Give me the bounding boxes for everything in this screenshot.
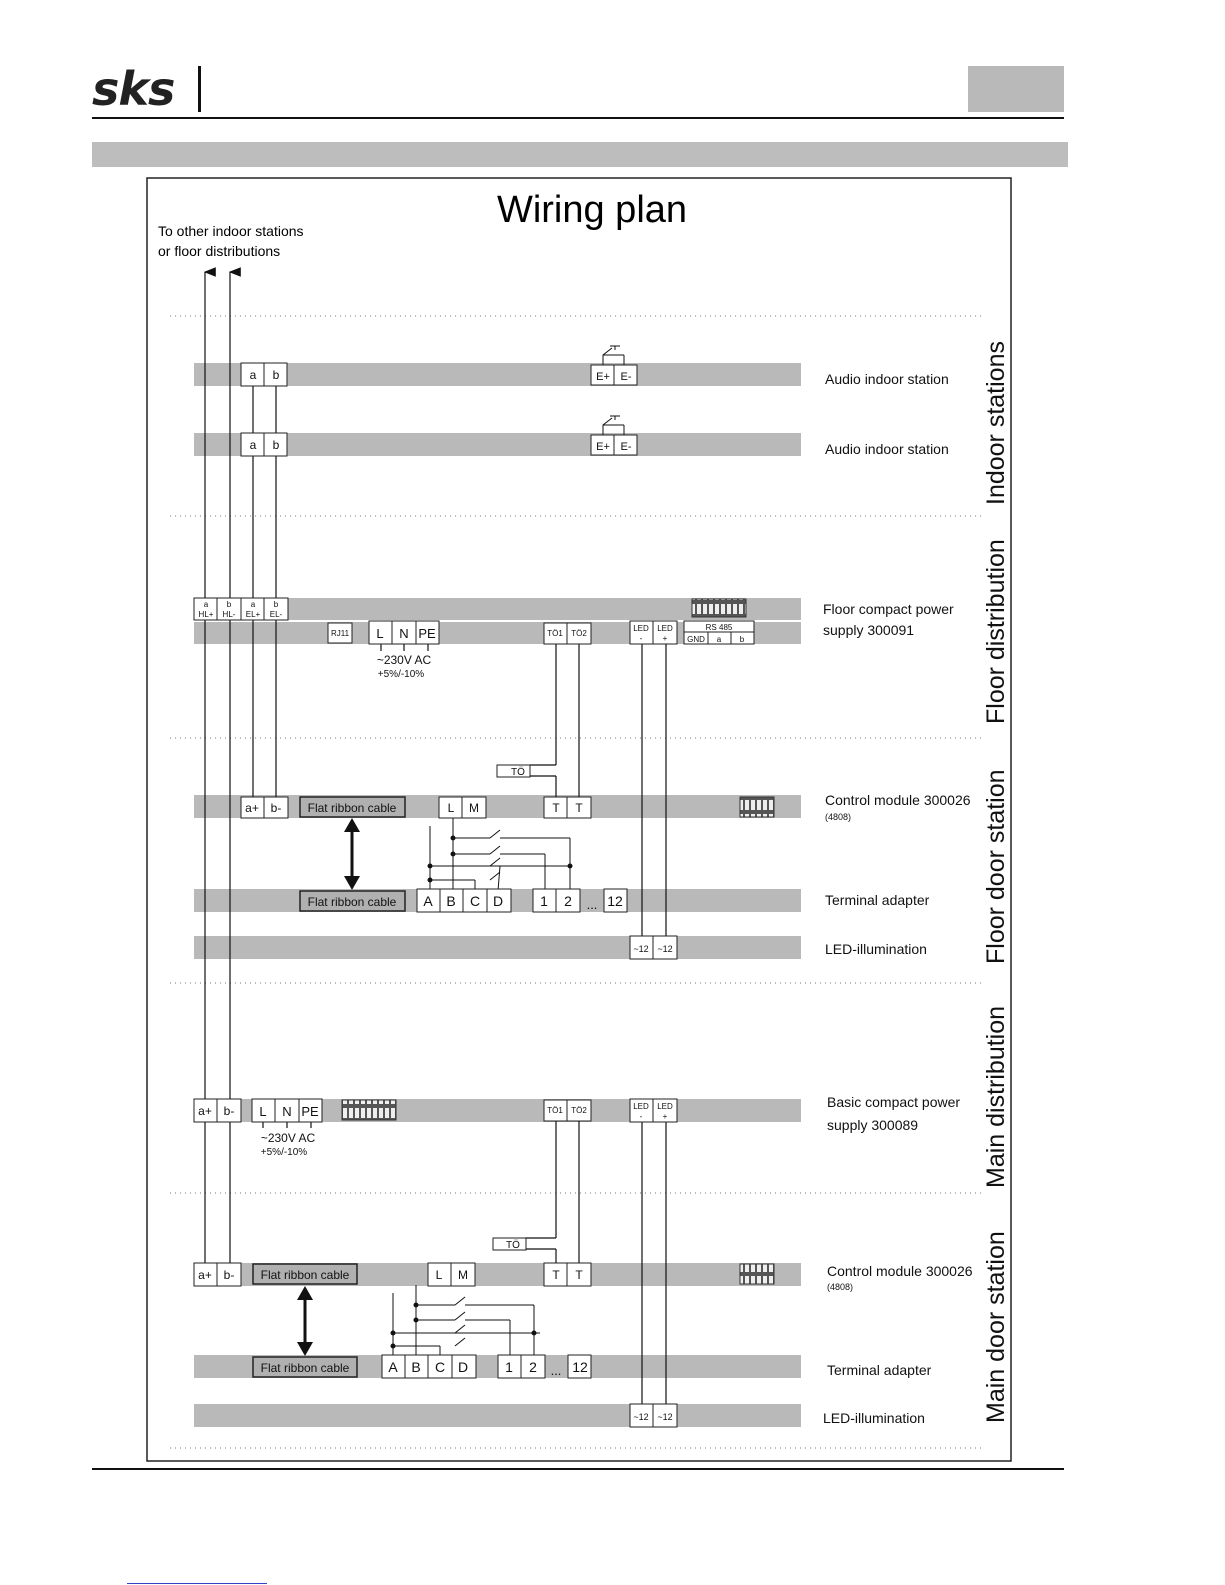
section-main-door-station: Main door station <box>982 1231 1010 1423</box>
term-B-floor: B <box>446 893 456 909</box>
term-ac12a-floor: ~12 <box>633 944 649 954</box>
row-label-main-ps-1: Basic compact power <box>827 1094 961 1110</box>
term-to2-floor: TÖ2 <box>571 629 587 638</box>
term-bminus-floor: b- <box>270 801 282 815</box>
term-eplus-audio1: E+ <box>596 371 610 383</box>
ribbon-label-2: Flat ribbon cable <box>307 895 397 909</box>
section-floor-distribution: Floor distribution <box>982 539 1010 724</box>
term-eminus-audio2: E- <box>620 441 632 453</box>
ribbon-label-4: Flat ribbon cable <box>260 1361 350 1375</box>
row-label-ctrl-floor: Control module 300026 <box>825 792 971 808</box>
term-dots-main: ... <box>550 1363 562 1378</box>
term-eplus-audio2: E+ <box>596 441 610 453</box>
term-to2-main: TÖ2 <box>571 1106 587 1115</box>
term-ac12b-floor: ~12 <box>657 944 673 954</box>
term-a-audio1: a <box>249 368 257 382</box>
term-bminus-main: b- <box>223 1104 235 1118</box>
term-A-floor: A <box>423 893 433 909</box>
term-12-floor: 12 <box>607 893 623 909</box>
term-ac12b-main: ~12 <box>657 1412 673 1422</box>
term-bminus-ctrl-main: b- <box>223 1268 235 1282</box>
term-hlminus: HL- <box>222 610 236 619</box>
keypad-wiring-main <box>391 1285 540 1357</box>
term-2-main: 2 <box>529 1359 537 1375</box>
term-rs485: RS 485 <box>705 623 733 632</box>
term-l-floor: L <box>376 626 384 641</box>
term-D-floor: D <box>492 893 504 909</box>
row-label-ctrl-floor-sub: (4808) <box>825 812 852 822</box>
section-main-distribution: Main distribution <box>982 1005 1010 1188</box>
term-to-main: TÖ <box>506 1240 520 1251</box>
term-l-ctrl-main: L <box>435 1268 443 1282</box>
term-rj11: RJ11 <box>330 629 350 638</box>
term-n-main: N <box>282 1104 292 1119</box>
term-to1-main: TÖ1 <box>547 1106 563 1115</box>
row-label-audio-2: Audio indoor station <box>825 441 949 457</box>
term-aplus-floor: a+ <box>245 801 259 815</box>
term-a-rs485: a <box>716 635 722 644</box>
term-eminus-audio1: E- <box>620 371 632 383</box>
term-pe-main: PE <box>301 1104 319 1119</box>
term-led1-floor: LED <box>633 624 649 633</box>
section-floor-door-station: Floor door station <box>982 769 1010 964</box>
row-label-floor-ps-2: supply 300091 <box>823 622 915 638</box>
ribbon-cable-boxes <box>253 797 405 1377</box>
term-t2-floor: T <box>575 801 583 815</box>
tolerance-main: +5%/-10% <box>260 1147 308 1158</box>
term-aplus-main: a+ <box>198 1104 212 1118</box>
term-C-main: C <box>434 1359 446 1375</box>
term-1-main: 1 <box>505 1359 513 1375</box>
term-D-main: D <box>457 1359 469 1375</box>
term-l-main: L <box>259 1104 267 1119</box>
term-elminus: EL- <box>269 610 283 619</box>
note-line-2: or floor distributions <box>158 243 281 259</box>
term-t2-main: T <box>575 1268 583 1282</box>
term-m-ctrl-floor: M <box>469 801 479 815</box>
tolerance-floor: +5%/-10% <box>377 669 425 680</box>
term-b-rs485: b <box>739 635 745 644</box>
row-label-ctrl-main: Control module 300026 <box>827 1263 973 1279</box>
row-label-led-main: LED-illumination <box>823 1410 925 1426</box>
ribbon-label-1: Flat ribbon cable <box>307 801 397 815</box>
term-b-audio1: b <box>272 368 280 382</box>
term-a-hl: a <box>203 600 209 609</box>
term-1-floor: 1 <box>540 893 548 909</box>
term-aplus-ctrl-main: a+ <box>198 1268 212 1282</box>
term-dots-floor: ... <box>586 897 598 912</box>
term-C-floor: C <box>469 893 481 909</box>
term-led2-floor: LED <box>657 624 673 633</box>
term-b-audio2: b <box>272 438 280 452</box>
row-label-term-main: Terminal adapter <box>827 1362 932 1378</box>
term-A-main: A <box>388 1359 398 1375</box>
term-m-ctrl-main: M <box>458 1268 468 1282</box>
term-l-ctrl-floor: L <box>447 801 455 815</box>
term-ac12a-main: ~12 <box>633 1412 649 1422</box>
row-label-audio-1: Audio indoor station <box>825 371 949 387</box>
term-a-el: a <box>250 600 256 609</box>
term-n-floor: N <box>399 626 409 641</box>
term-led2-main: LED <box>657 1102 673 1111</box>
term-elplus: EL+ <box>245 610 261 619</box>
term-led2-plus-main: + <box>662 1112 668 1121</box>
term-t1-floor: T <box>552 801 560 815</box>
row-label-ctrl-main-sub: (4808) <box>827 1282 854 1292</box>
voltage-floor: ~230V AC <box>376 653 432 667</box>
term-B-main: B <box>411 1359 421 1375</box>
term-gnd: GND <box>687 635 705 644</box>
term-pe-floor: PE <box>418 626 436 641</box>
voltage-main: ~230V AC <box>260 1131 316 1145</box>
term-2-floor: 2 <box>564 893 572 909</box>
sks-logo: sks <box>92 62 175 116</box>
ribbon-label-3: Flat ribbon cable <box>260 1268 350 1282</box>
row-label-term-floor: Terminal adapter <box>825 892 930 908</box>
term-to1-floor: TÖ1 <box>547 629 563 638</box>
door-button-symbols <box>603 346 624 435</box>
term-hlplus: HL+ <box>198 610 214 619</box>
term-to-floor: TÖ <box>511 767 525 778</box>
note-line-1: To other indoor stations <box>158 223 304 239</box>
term-led1-minus-main: - <box>639 1112 643 1121</box>
section-indoor-stations: Indoor stations <box>982 341 1010 505</box>
term-led1-minus-floor: - <box>639 634 643 643</box>
term-a-audio2: a <box>249 438 257 452</box>
term-12-main: 12 <box>572 1359 588 1375</box>
term-b-el: b <box>273 600 279 609</box>
row-label-floor-ps-1: Floor compact power <box>823 601 954 617</box>
row-label-main-ps-2: supply 300089 <box>827 1117 919 1133</box>
row-label-led-floor: LED-illumination <box>825 941 927 957</box>
term-led1-main: LED <box>633 1102 649 1111</box>
diagram-title: Wiring plan <box>496 189 688 231</box>
keypad-wiring-floor <box>428 818 572 891</box>
term-t1-main: T <box>552 1268 560 1282</box>
term-led2-plus-floor: + <box>662 634 668 643</box>
term-b-hl: b <box>226 600 232 609</box>
